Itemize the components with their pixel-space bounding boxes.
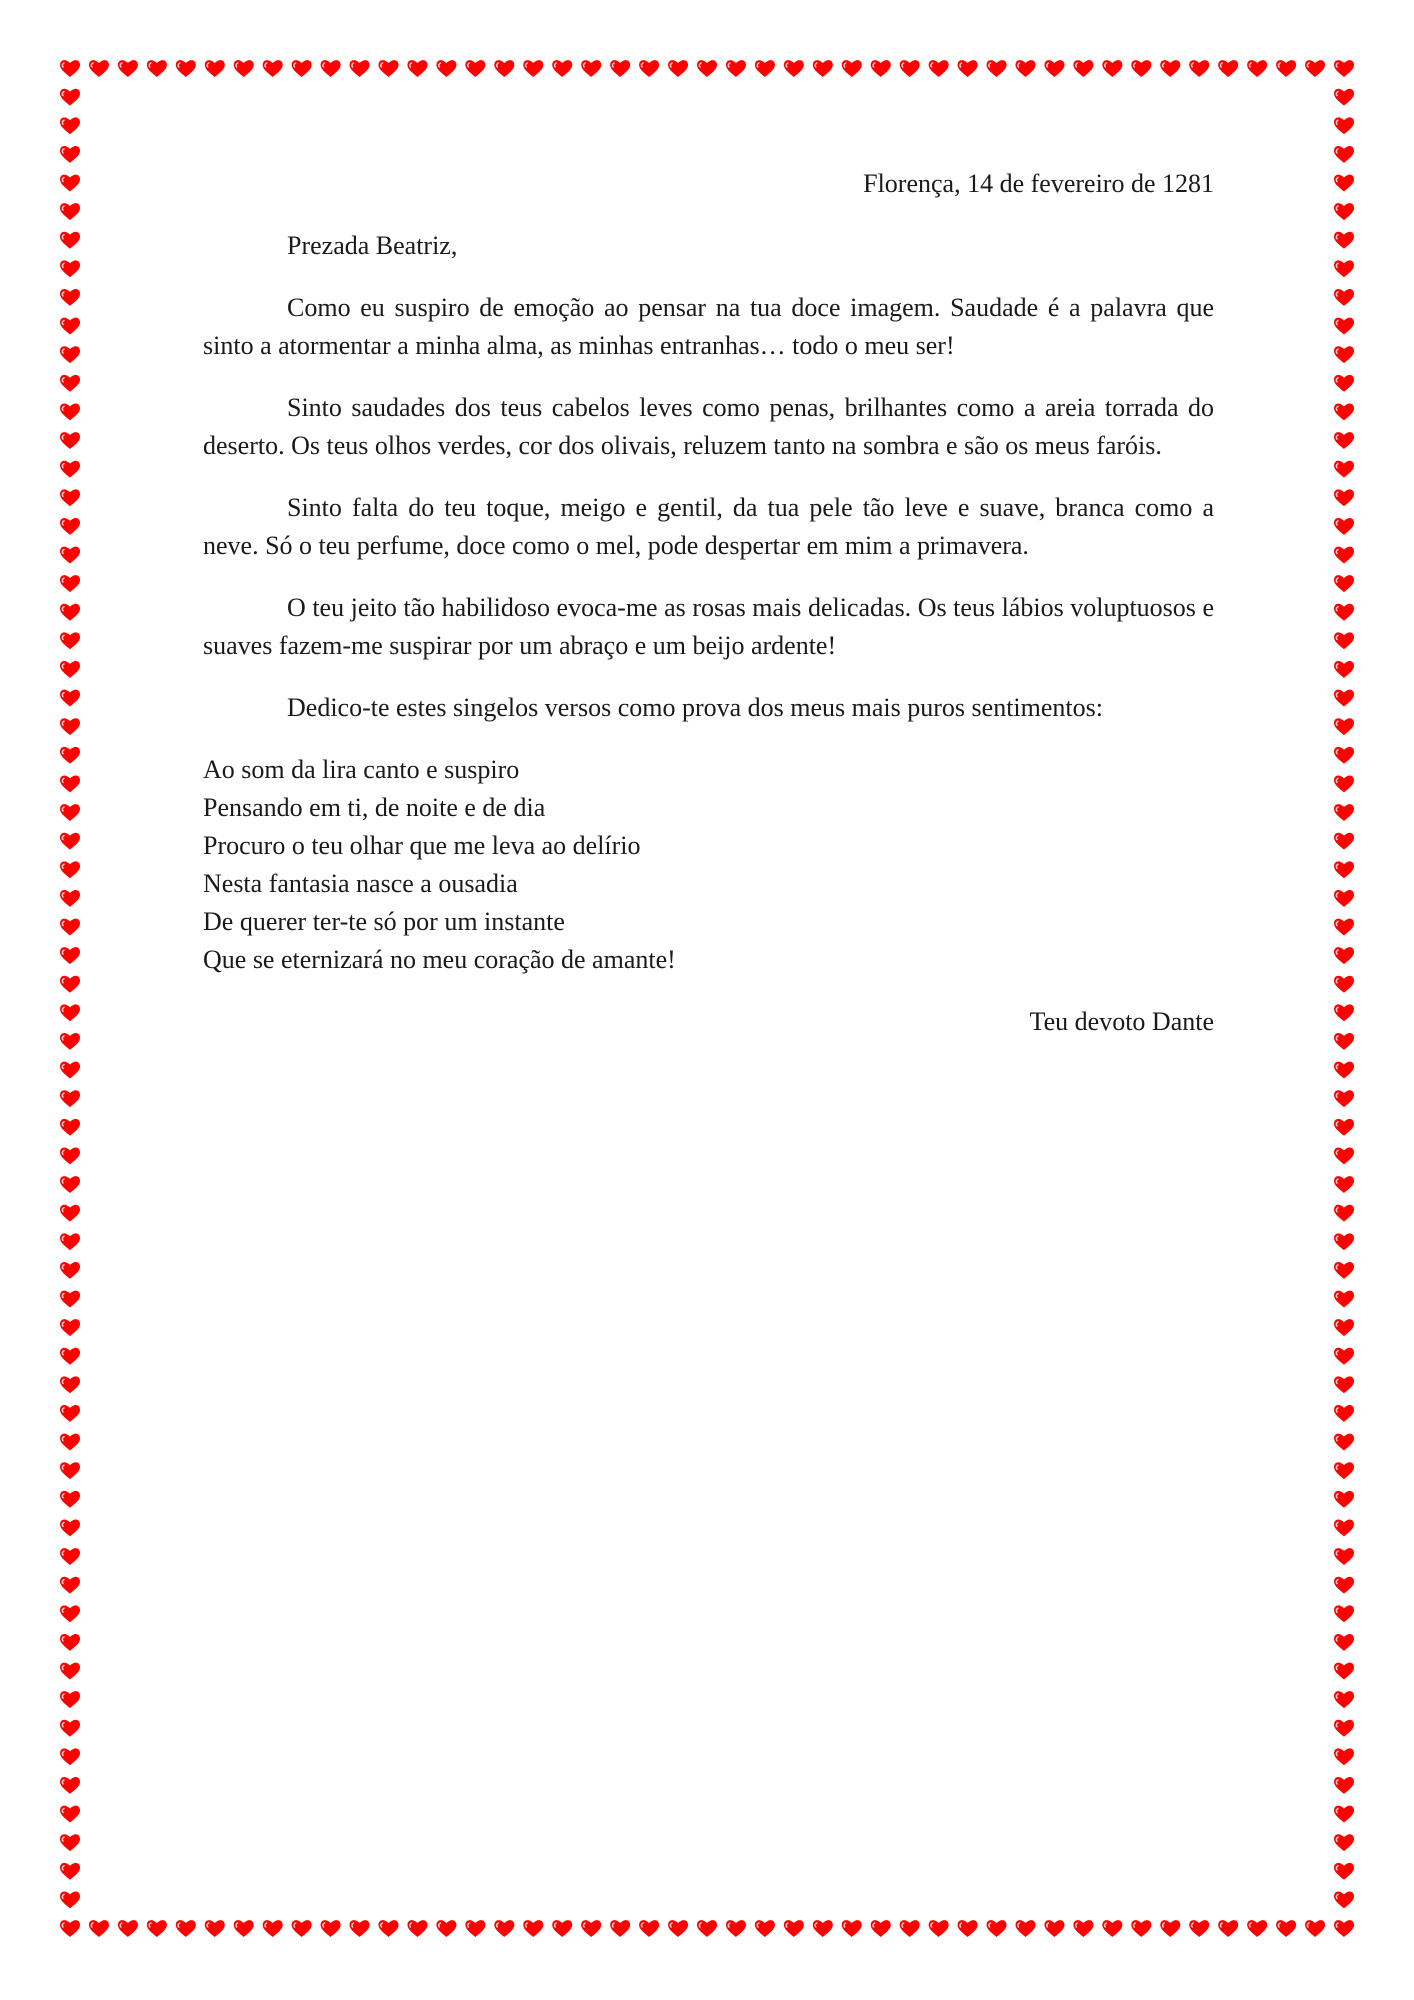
heart-icon [60,1348,80,1365]
heart-icon [958,60,978,77]
heart-icon [60,375,80,392]
heart-icon [697,60,717,77]
heart-icon [523,1920,543,1937]
heart-icon [1334,346,1354,363]
heart-icon [176,1920,196,1937]
heart-icon [1334,203,1354,220]
heart-icon [465,60,485,77]
heart-icon [1189,1920,1209,1937]
heart-icon [263,1920,283,1937]
heart-icon [1334,1519,1354,1536]
heart-icon [1334,1119,1354,1136]
heart-icon [60,117,80,134]
heart-icon [60,403,80,420]
paragraph-4: O teu jeito tão habilidoso evoca-me as rosas mais delicadas. Os teus lábios voluptuosos e suaves fazem-me suspirar por um abraço e um beijo ardente! [203,593,1214,660]
heart-icon [1334,1147,1354,1164]
heart-icon [147,60,167,77]
heart-icon [60,1806,80,1823]
heart-icon [1334,1262,1354,1279]
heart-icon [292,60,312,77]
heart-icon [610,1920,630,1937]
heart-icon [1334,833,1354,850]
heart-icon [60,346,80,363]
heart-icon [1334,1748,1354,1765]
heart-icon [60,1663,80,1680]
heart-icon [1334,1062,1354,1079]
heart-icon [1131,1920,1151,1937]
heart-icon [1334,1348,1354,1365]
heart-icon [1073,60,1093,77]
heart-icon [379,1920,399,1937]
heart-icon [1160,1920,1180,1937]
heart-icon [1016,60,1036,77]
heart-icon [755,1920,775,1937]
heart-icon [1334,1634,1354,1651]
heart-icon [60,1605,80,1622]
heart-icon [60,861,80,878]
heart-icon [60,632,80,649]
heart-icon [1334,690,1354,707]
heart-icon [205,60,225,77]
heart-icon [871,60,891,77]
heart-icon [523,60,543,77]
paragraph-2: Sinto saudades dos teus cabelos leves como penas, brilhantes como a areia torrada do deserto. Os teus olhos verdes, cor dos olivais, reluzem tanto na sombra e são os meus faróis. [203,393,1214,460]
heart-icon [60,1777,80,1794]
heart-icon [60,1519,80,1536]
heart-icon [1102,1920,1122,1937]
heart-icon [60,146,80,163]
heart-icon [321,60,341,77]
heart-icon [1189,60,1209,77]
heart-icon [60,575,80,592]
letter-body [203,165,1214,1041]
heart-icon [1305,60,1325,77]
heart-icon [639,1920,659,1937]
heart-icon [1160,60,1180,77]
heart-icon [60,1434,80,1451]
heart-icon [118,1920,138,1937]
heart-icon [60,1491,80,1508]
heart-icon [60,804,80,821]
heart-icon [1334,260,1354,277]
heart-icon [1334,461,1354,478]
heart-icon [60,1577,80,1594]
heart-icon [1334,375,1354,392]
heart-icon [1334,604,1354,621]
heart-icon [871,1920,891,1937]
heart-icon [1334,1376,1354,1393]
heart-icon [1334,1004,1354,1021]
heart-icon [726,60,746,77]
heart-icon [292,1920,312,1937]
salutation: Prezada Beatriz, [287,231,458,260]
heart-icon [1073,1920,1093,1937]
heart-icon [60,919,80,936]
heart-icon [1247,1920,1267,1937]
heart-icon [60,833,80,850]
heart-icon [987,1920,1007,1937]
heart-icon [726,1920,746,1937]
heart-icon [610,60,630,77]
poem [203,751,1214,979]
heart-icon [1334,1691,1354,1708]
poem-verse-4: Nesta fantasia nasce a ousadia [203,869,518,898]
heart-icon [668,60,688,77]
heart-icon [350,60,370,77]
poem-verse-3: Procuro o teu olhar que me leva ao delírio [203,831,641,860]
heart-icon [813,60,833,77]
heart-icon [1334,1891,1354,1908]
heart-icon [60,318,80,335]
heart-icon [958,1920,978,1937]
heart-icon [1334,919,1354,936]
heart-icon [60,1405,80,1422]
heart-icon [60,1634,80,1651]
heart-icon [1334,1920,1354,1937]
heart-icon [436,60,456,77]
heart-icon [60,260,80,277]
heart-icon [60,1691,80,1708]
heart-icon [784,1920,804,1937]
heart-icon [60,461,80,478]
heart-icon [379,60,399,77]
heart-icon [407,60,427,77]
heart-icon [1334,289,1354,306]
heart-icon [176,60,196,77]
signature: Teu devoto Dante [1029,1007,1214,1036]
heart-icon [552,60,572,77]
heart-icon [1334,117,1354,134]
heart-icon [89,60,109,77]
heart-icon [1334,1663,1354,1680]
heart-icon [60,432,80,449]
heart-icon [60,1834,80,1851]
heart-icon [1334,861,1354,878]
heart-icon [1218,1920,1238,1937]
heart-icon [1334,804,1354,821]
heart-icon [407,1920,427,1937]
heart-icon [60,1376,80,1393]
heart-icon [60,775,80,792]
heart-icon [1334,1605,1354,1622]
heart-icon [263,60,283,77]
heart-icon [60,947,80,964]
heart-icon [60,89,80,106]
heart-icon [581,60,601,77]
paragraph-1: Como eu suspiro de emoção ao pensar na tua doce imagem. Saudade é a palavra que sinto a atormentar a minha alma, as minhas entranhas… todo o meu ser! [203,293,1214,360]
heart-icon [1334,1863,1354,1880]
heart-icon [900,60,920,77]
heart-icon [1334,890,1354,907]
heart-icon [60,747,80,764]
heart-icon [1102,60,1122,77]
heart-icon [60,1863,80,1880]
heart-icon [1334,89,1354,106]
heart-icon [60,1291,80,1308]
heart-icon [1334,775,1354,792]
heart-icon [1334,60,1354,77]
heart-icon [60,175,80,192]
heart-icon [1334,1176,1354,1193]
heart-icon [1334,1291,1354,1308]
heart-icon [1334,1033,1354,1050]
heart-icon [205,1920,225,1937]
heart-icon [1334,1491,1354,1508]
heart-icon [1334,1548,1354,1565]
heart-icon [60,518,80,535]
heart-icon [1334,1720,1354,1737]
heart-icon [494,60,514,77]
heart-icon [1334,318,1354,335]
heart-icon [60,232,80,249]
heart-icon [929,1920,949,1937]
poem-verse-1: Ao som da lira canto e suspiro [203,755,520,784]
poem-verse-2: Pensando em ti, de noite e de dia [203,793,546,822]
heart-icon [639,60,659,77]
heart-icon [697,1920,717,1937]
heart-icon [60,1233,80,1250]
heart-icon [900,1920,920,1937]
heart-icon [1334,146,1354,163]
heart-icon [60,1176,80,1193]
heart-icon [89,1920,109,1937]
heart-icon [581,1920,601,1937]
poem-verse-5: De querer ter-te só por um instante [203,907,565,936]
heart-icon [1218,60,1238,77]
heart-icon [1334,175,1354,192]
heart-icon [234,60,254,77]
heart-icon [1334,632,1354,649]
heart-icon [60,661,80,678]
heart-icon [60,976,80,993]
heart-icon [929,60,949,77]
heart-icon [552,1920,572,1937]
poem-verse-6: Que se eternizará no meu coração de amante! [203,945,676,974]
heart-icon [60,1062,80,1079]
heart-icon [987,60,1007,77]
heart-icon [60,1548,80,1565]
heart-icon [1016,1920,1036,1937]
heart-icon [1334,976,1354,993]
heart-icon [1334,747,1354,764]
heart-icon [1334,1577,1354,1594]
heart-icon [321,1920,341,1937]
heart-icon [60,1090,80,1107]
heart-icon [668,1920,688,1937]
heart-icon [1044,1920,1064,1937]
heart-icon [1305,1920,1325,1937]
heart-icon [755,60,775,77]
heart-icon [60,1720,80,1737]
heart-icon [1334,232,1354,249]
heart-icon [1334,432,1354,449]
heart-icon [842,1920,862,1937]
heart-icon [60,547,80,564]
heart-icon [60,1033,80,1050]
heart-icon [1334,547,1354,564]
paragraph-5: Dedico-te estes singelos versos como prova dos meus mais puros sentimentos: [287,693,1103,722]
heart-icon [784,60,804,77]
heart-icon [1334,1777,1354,1794]
heart-icon [842,60,862,77]
heart-icon [60,60,80,77]
heart-icon [60,1748,80,1765]
heart-icon [60,1462,80,1479]
heart-icon [1334,403,1354,420]
heart-icon [60,890,80,907]
heart-icon [1334,489,1354,506]
heart-icon [60,604,80,621]
heart-icon [1334,1405,1354,1422]
heart-icon [60,1119,80,1136]
heart-icon [60,289,80,306]
heart-icon [1334,1462,1354,1479]
heart-icon [1247,60,1267,77]
heart-icon [1334,947,1354,964]
heart-icon [350,1920,370,1937]
heart-icon [60,489,80,506]
heart-icon [1334,1806,1354,1823]
heart-icon [234,1920,254,1937]
heart-icon [1334,661,1354,678]
heart-icon [1334,1319,1354,1336]
heart-icon [1334,518,1354,535]
heart-icon [1334,1834,1354,1851]
heart-icon [60,1920,80,1937]
heart-icon [147,1920,167,1937]
heart-icon [494,1920,514,1937]
heart-icon [436,1920,456,1937]
heart-icon [1334,1205,1354,1222]
heart-icon [60,203,80,220]
heart-icon [465,1920,485,1937]
heart-icon [1334,1090,1354,1107]
heart-icon [1334,1233,1354,1250]
heart-icon [60,1319,80,1336]
heart-icon [1276,60,1296,77]
heart-icon [1334,1434,1354,1451]
heart-icon [60,1891,80,1908]
heart-icon [60,1205,80,1222]
heart-icon [1276,1920,1296,1937]
heart-icon [60,1262,80,1279]
heart-icon [1131,60,1151,77]
heart-icon [60,1147,80,1164]
heart-icon [1334,718,1354,735]
paragraph-3: Sinto falta do teu toque, meigo e gentil, da tua pele tão leve e suave, branca como a neve. Só o teu perfume, doce como o mel, pode despertar em mim a primavera. [203,493,1214,560]
heart-icon [118,60,138,77]
heart-icon [1044,60,1064,77]
heart-icon [60,690,80,707]
heart-icon [60,718,80,735]
heart-icon [813,1920,833,1937]
place-date: Florença, 14 de fevereiro de 1281 [863,169,1214,198]
heart-icon [60,1004,80,1021]
heart-icon [1334,575,1354,592]
